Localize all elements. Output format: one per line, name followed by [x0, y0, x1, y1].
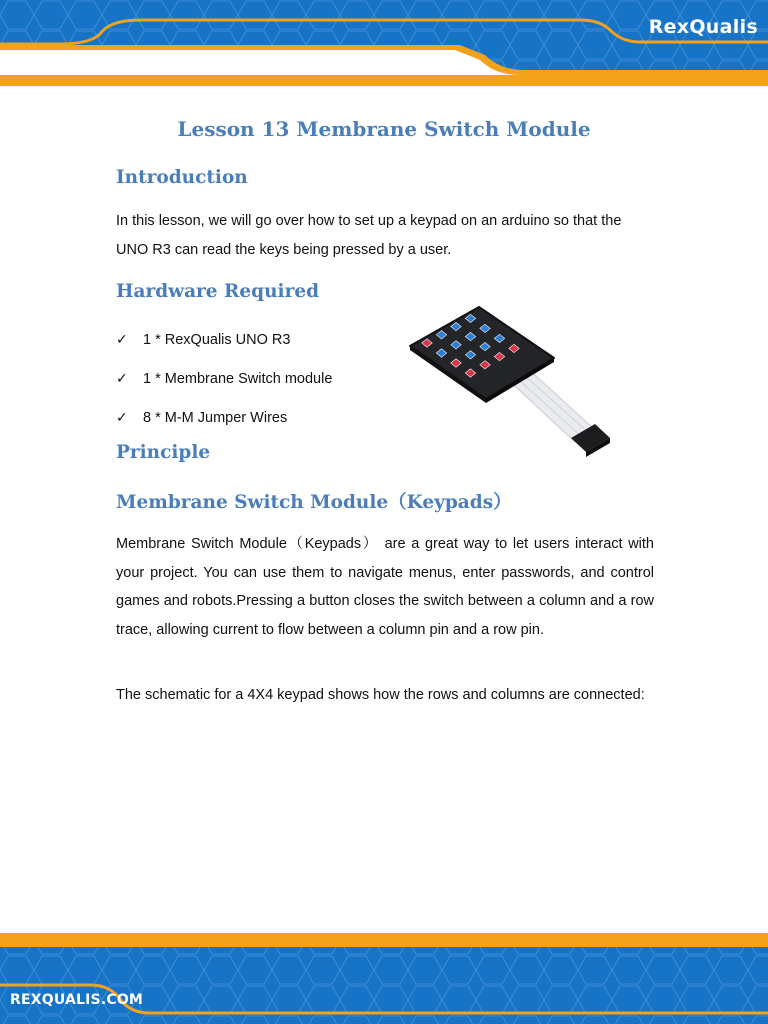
hardware-item [116, 359, 332, 398]
brand-logo-text: RexQualis [648, 16, 758, 38]
introduction-paragraph [116, 207, 654, 264]
hardware-heading: Hardware Required [116, 281, 320, 302]
hardware-item-label: 1 * RexQualis UNO R3 [143, 331, 291, 348]
principle-heading: Principle [116, 442, 211, 463]
page-title: Lesson 13 Membrane Switch Module [177, 117, 591, 141]
checkmark-icon: ✓ [116, 331, 128, 348]
hardware-item [116, 320, 332, 359]
membrane-heading: Membrane Switch Module（Keypads） [116, 492, 512, 513]
schematic-paragraph: The schematic for a 4X4 keypad shows how the rows and columns are connected: [116, 687, 645, 703]
hardware-list [116, 320, 332, 437]
hardware-item-label: 8 * M-M Jumper Wires [143, 409, 288, 426]
page-footer [0, 925, 768, 1024]
checkmark-icon: ✓ [116, 370, 128, 387]
introduction-line-2: UNO R3 can read the keys being pressed by a user. [116, 241, 452, 258]
brand-logo [649, 14, 758, 40]
hardware-item [116, 398, 332, 437]
membrane-paragraph: Membrane Switch Module（Keypads） are a great way to let users interact with your project. You can use them to navigate menus, enter passwords, and control games and robots.Pressing a button closes the switch between a column and a row trace, allowing current to flow between a column pin and a row pin. [116, 536, 654, 638]
footer-website-url: REXQUALIS.COM [10, 992, 144, 1008]
hardware-item-label: 1 * Membrane Switch module [143, 370, 333, 387]
introduction-line-1: In this lesson, we will go over how to set up a keypad on an arduino so that the [116, 213, 622, 229]
introduction-heading: Introduction [116, 167, 248, 188]
page-header [0, 0, 768, 100]
footer-band-graphic [0, 925, 768, 1024]
checkmark-icon: ✓ [116, 409, 128, 426]
keypad-image [405, 302, 617, 462]
